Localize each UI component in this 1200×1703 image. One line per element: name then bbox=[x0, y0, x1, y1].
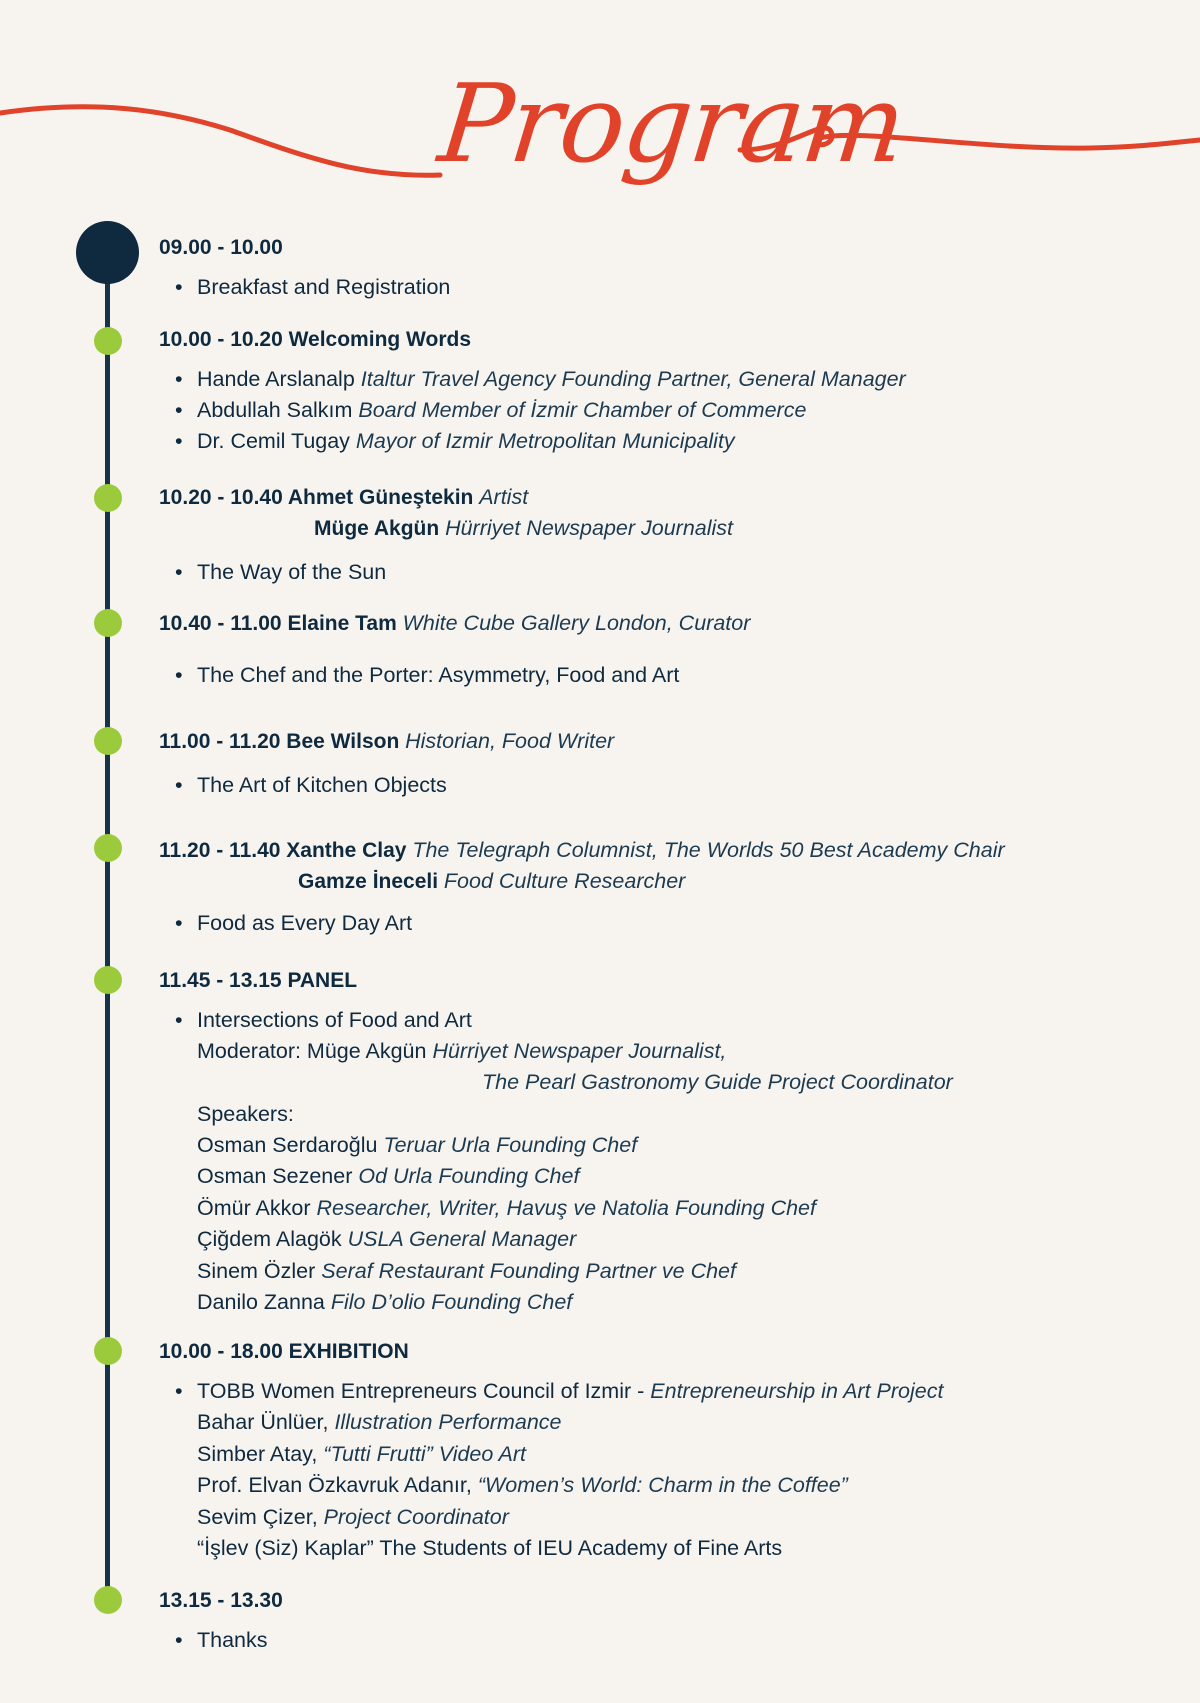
speaker-role: Board Member of İzmir Chamber of Commerce bbox=[358, 398, 807, 422]
panel-speaker bbox=[197, 1133, 637, 1158]
speaker-role: Filo D’olio Founding Chef bbox=[330, 1290, 573, 1314]
speaker-role: White Cube Gallery London, Curator bbox=[402, 611, 751, 635]
moderator-label: Moderator: Müge Akgün bbox=[197, 1039, 427, 1063]
panel-speaker bbox=[197, 1290, 572, 1315]
timeline-dot bbox=[94, 609, 122, 637]
moderator-line bbox=[197, 1039, 726, 1064]
timeline-dot bbox=[94, 834, 122, 862]
speaker-role: USLA General Manager bbox=[347, 1227, 577, 1251]
exhibition-lead bbox=[197, 1379, 943, 1404]
timeline-line bbox=[105, 255, 110, 1600]
session-time: 11.45 - 13.15 PANEL bbox=[159, 969, 358, 992]
speaker-name: Danilo Zanna bbox=[197, 1290, 325, 1314]
session-item: • Thanks bbox=[197, 1628, 268, 1653]
timeline-start-dot bbox=[76, 221, 139, 284]
moderator-role-continued: The Pearl Gastronomy Guide Project Coordinator bbox=[482, 1070, 953, 1094]
panel-topic: • Intersections of Food and Art bbox=[197, 1008, 472, 1033]
timeline-dot bbox=[94, 966, 122, 994]
session-time: 10.40 - 11.00 Elaine Tam bbox=[159, 612, 397, 635]
artist-role: “Tutti Frutti” Video Art bbox=[323, 1442, 526, 1466]
timeline-dot bbox=[94, 327, 122, 355]
exhibition-artist bbox=[197, 1473, 848, 1498]
speaker-role: Food Culture Researcher bbox=[443, 869, 686, 893]
session-time-line bbox=[159, 729, 614, 754]
speaker-name: Sinem Özler bbox=[197, 1259, 316, 1283]
speaker-line bbox=[197, 429, 735, 454]
artist-name: Simber Atay, bbox=[197, 1442, 318, 1466]
artist-role: “Women’s World: Charm in the Coffee” bbox=[477, 1473, 848, 1497]
speaker-line bbox=[197, 398, 806, 423]
session-time-line bbox=[159, 838, 1005, 863]
panel-speaker bbox=[197, 1227, 576, 1252]
speaker-name: Osman Serdaroğlu bbox=[197, 1133, 378, 1157]
session-time: 10.00 - 10.20 Welcoming Words bbox=[159, 328, 472, 351]
speaker-line bbox=[197, 367, 906, 392]
session-item: • The Chef and the Porter: Asymmetry, Food and Art bbox=[197, 663, 679, 688]
panel-speaker bbox=[197, 1259, 736, 1284]
timeline-dot bbox=[94, 1586, 122, 1614]
speaker-role: Od Urla Founding Chef bbox=[358, 1164, 580, 1188]
panel-speaker bbox=[197, 1164, 579, 1189]
session-time-line bbox=[159, 485, 528, 510]
panel-speaker bbox=[197, 1196, 816, 1221]
session-item: • The Way of the Sun bbox=[197, 560, 386, 585]
artist-name: Prof. Elvan Özkavruk Adanır, bbox=[197, 1473, 472, 1497]
speaker-role: Researcher, Writer, Havuş ve Natolia Founding Chef bbox=[316, 1196, 816, 1220]
speaker-role: Mayor of Izmir Metropolitan Municipality bbox=[355, 429, 735, 453]
header bbox=[0, 0, 1200, 230]
session-time: 11.00 - 11.20 Bee Wilson bbox=[159, 730, 400, 753]
speaker-name: Osman Sezener bbox=[197, 1164, 353, 1188]
speaker-name: Abdullah Salkım bbox=[197, 398, 353, 422]
session-time: 13.15 - 13.30 bbox=[159, 1589, 283, 1612]
speaker-role: The Telegraph Columnist, The Worlds 50 Best Academy Chair bbox=[412, 838, 1005, 862]
session-item: • Breakfast and Registration bbox=[197, 275, 450, 300]
moderator-role: Hürriyet Newspaper Journalist, bbox=[432, 1039, 727, 1063]
speaker-name: Ömür Akkor bbox=[197, 1196, 311, 1220]
speaker-role: Artist bbox=[479, 485, 529, 509]
session-time: 09.00 - 10.00 bbox=[159, 236, 283, 259]
session-time-line bbox=[159, 611, 750, 636]
timeline-dot bbox=[94, 727, 122, 755]
speaker-name: Müge Akgün bbox=[314, 517, 440, 540]
timeline-dot bbox=[94, 1337, 122, 1365]
timeline-dot bbox=[94, 484, 122, 512]
speaker-role: Italtur Travel Agency Founding Partner, General Manager bbox=[360, 367, 906, 391]
speaker-role: Hürriyet Newspaper Journalist bbox=[445, 516, 734, 540]
exhibition-artist bbox=[197, 1505, 509, 1530]
second-speaker-line bbox=[298, 869, 685, 894]
speaker-role: Historian, Food Writer bbox=[405, 729, 615, 753]
exhibition-artist bbox=[197, 1442, 526, 1467]
speaker-name: Çiğdem Alagök bbox=[197, 1227, 342, 1251]
speaker-role: Teruar Urla Founding Chef bbox=[383, 1133, 638, 1157]
session-time: 10.20 - 10.40 Ahmet Güneştekin bbox=[159, 486, 474, 509]
session-item: • The Art of Kitchen Objects bbox=[197, 773, 447, 798]
speaker-name: Gamze İneceli bbox=[298, 870, 439, 893]
artist-name: Bahar Ünlüer, bbox=[197, 1410, 329, 1434]
exhibition-closing: “İşlev (Siz) Kaplar” The Students of IEU Academy of Fine Arts bbox=[197, 1536, 783, 1560]
exhibition-lead-name: TOBB Women Entrepreneurs Council of Izmir - bbox=[197, 1379, 645, 1403]
session-time: 10.00 - 18.00 EXHIBITION bbox=[159, 1340, 409, 1363]
speaker-name: Hande Arslanalp bbox=[197, 367, 355, 391]
artist-name: Sevim Çizer, bbox=[197, 1505, 318, 1529]
speaker-name: Dr. Cemil Tugay bbox=[197, 429, 350, 453]
session-item: • Food as Every Day Art bbox=[197, 911, 412, 936]
speaker-role: Seraf Restaurant Founding Partner ve Chef bbox=[321, 1259, 736, 1283]
session-time: 11.20 - 11.40 Xanthe Clay bbox=[159, 839, 407, 862]
artist-role: Illustration Performance bbox=[334, 1410, 562, 1434]
speakers-label: Speakers: bbox=[197, 1102, 294, 1126]
exhibition-artist bbox=[197, 1410, 562, 1435]
artist-role: Project Coordinator bbox=[323, 1505, 509, 1529]
exhibition-lead-role: Entrepreneurship in Art Project bbox=[650, 1379, 944, 1403]
second-speaker-line bbox=[314, 516, 733, 541]
page-title: Program bbox=[433, 62, 910, 187]
